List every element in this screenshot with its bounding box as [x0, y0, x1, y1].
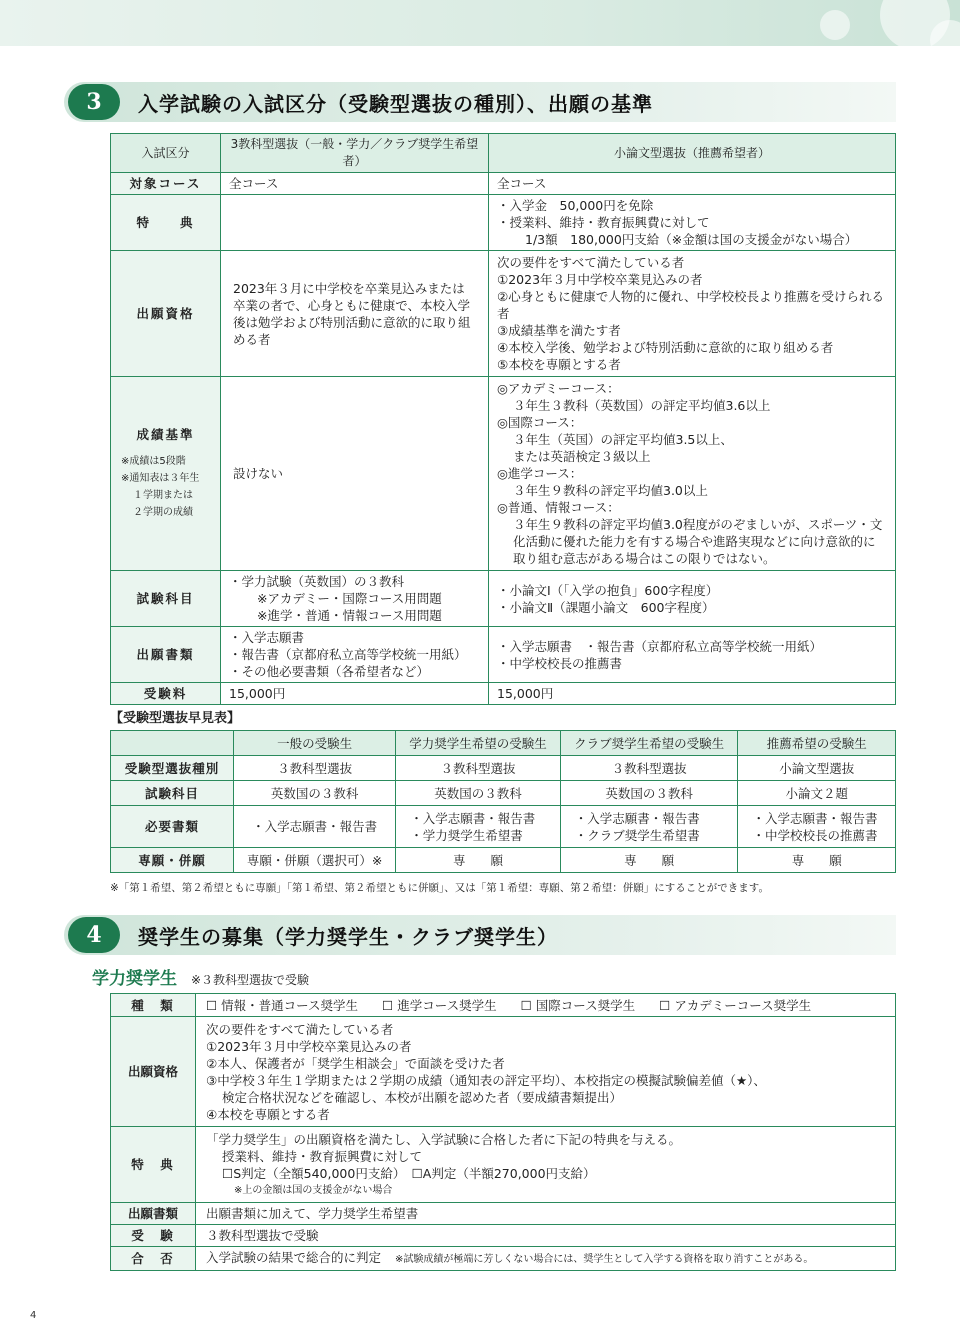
- cell: [196, 1017, 896, 1127]
- benefit-row: [111, 195, 896, 251]
- cell: [396, 806, 560, 848]
- table-header-row: [111, 134, 896, 173]
- line: ④本校を専願とする者: [206, 1106, 330, 1122]
- cell: 15,000円: [221, 683, 489, 705]
- quick-table-footnote: ※「第１希望、第２希望ともに専願」「第１希望、第２希望ともに併願」、又は「第１希望：専願、第２希望：併願」にすることができます。: [110, 882, 769, 894]
- line: ◎アカデミーコース：: [497, 381, 620, 396]
- cell: 小論文２題: [738, 781, 896, 806]
- documents-row: [111, 1203, 896, 1225]
- line: ・学力試験（英数国）の３教科: [229, 574, 405, 589]
- header-cell: 一般の受験生: [234, 731, 396, 756]
- table-header-row: [111, 731, 896, 756]
- row-label: 試験科目: [111, 781, 234, 806]
- line: ④本校入学後、勉学および特別活動に意欲的に取り組める者: [497, 340, 834, 355]
- cell: ３教科型選抜で受験: [196, 1225, 896, 1247]
- cell: [489, 251, 896, 377]
- subhead-note: ※３教科型選抜で受験: [191, 973, 310, 987]
- row-label: 対象コース: [111, 173, 221, 195]
- row-label: [111, 377, 221, 571]
- row-label: 受験料: [111, 683, 221, 705]
- scholarship-table: [110, 993, 896, 1271]
- checkbox-item: ☐ 進学コース奨学生: [382, 997, 497, 1013]
- row-label: 必要書類: [111, 806, 234, 848]
- section-number-badge: 3: [68, 84, 120, 120]
- cell: ３教科型選抜: [560, 756, 738, 781]
- result-note: ※試験成績が極端に芳しくない場合には、奨学生として入学する資格を取り消すことがある。: [395, 1254, 814, 1265]
- row-label: 出願書類: [111, 627, 221, 683]
- cell: [489, 627, 896, 683]
- cell: 全コース: [489, 173, 896, 195]
- cell: [221, 195, 489, 251]
- row-label: 出願書類: [111, 1203, 196, 1225]
- line: 「学力奨学生」の出願資格を満たし、入学試験に合格した者に下記の特典を与える。: [206, 1131, 682, 1147]
- scholarship-subhead: [92, 964, 309, 989]
- line: ※アカデミー・国際コース用問題: [257, 591, 442, 606]
- line: ◎国際コース：: [497, 415, 583, 430]
- result-row: [111, 1247, 896, 1271]
- cell: 専 願: [738, 848, 896, 873]
- line: ③中学校３年生１学期または２学期の成績（通知表の評定平均）、本校指定の模擬試験偏差値（★）、: [206, 1072, 766, 1088]
- row-label: 受験型選抜種別: [111, 756, 234, 781]
- row-label: 受 験: [111, 1225, 196, 1247]
- section-3-header: [64, 82, 896, 122]
- section-number-badge: 4: [68, 917, 120, 953]
- line: ②心身ともに健康で人物的に優れ、中学校校長より推薦を受けられる者: [497, 289, 884, 321]
- line: ②本人、保護者が「奨学生相談会」で面談を受けた者: [206, 1055, 505, 1071]
- header-cell: 小論文型選抜（推薦希望者）: [489, 134, 896, 173]
- line: 1/3額 180,000円支給（※金額は国の支援金がない場合）: [525, 232, 858, 247]
- header-cell: クラブ奨学生希望の受験生: [560, 731, 738, 756]
- kinds-row: [111, 994, 896, 1017]
- checkbox-item: ☐ アカデミーコース奨学生: [659, 997, 812, 1013]
- header-cell: 推薦希望の受験生: [738, 731, 896, 756]
- table-row: [111, 848, 896, 873]
- table-row: [111, 806, 896, 848]
- line: ３年生９教科の評定平均値3.0程度がのぞましいが、スポーツ・文化活動に優れた能力を有する場合や進路実現などに向け意欲的に取り組む意志がある場合はこの限りではない。: [513, 517, 883, 566]
- line: ・中学校校長の推薦書: [752, 827, 878, 843]
- line: ◎普通、情報コース：: [497, 500, 620, 515]
- course-row: [111, 173, 896, 195]
- decor-bubble: [820, 10, 850, 40]
- cell: [196, 1127, 896, 1203]
- result-text: 入学試験の結果で総合的に判定: [206, 1250, 382, 1265]
- cell: [560, 806, 738, 848]
- cell: [221, 571, 489, 627]
- grade-notes: [119, 453, 212, 521]
- exam-row: [111, 1225, 896, 1247]
- cell: 全コース: [221, 173, 489, 195]
- row-label: 試験科目: [111, 571, 221, 627]
- section-title: 奨学生の募集（学力奨学生・クラブ奨学生）: [138, 924, 558, 949]
- row-label: 種 類: [111, 994, 196, 1017]
- header-cell: 3教科型選抜（一般・学力／クラブ奨学生希望者）: [221, 134, 489, 173]
- line: ・入学志願書・報告書: [574, 810, 700, 826]
- row-label: 出願資格: [111, 1017, 196, 1127]
- table-row: [111, 756, 896, 781]
- line: ・入学金 50,000円を免除: [497, 198, 654, 213]
- cell: [489, 377, 896, 571]
- cell: [196, 1247, 896, 1271]
- line: ・報告書（京都府私立高等学校統一用紙）: [229, 647, 467, 662]
- line: ☐S判定（全額540,000円支給） ☐A判定（半額270,000円支給）: [222, 1165, 596, 1181]
- line: ①2023年３月中学校卒業見込みの者: [497, 272, 703, 287]
- line: ・中学校校長の推薦書: [497, 655, 623, 671]
- line: ・入学志願書・報告書: [410, 810, 536, 826]
- cell: 出願書類に加えて、学力奨学生希望書: [196, 1203, 896, 1225]
- note-line: ※成績は5段階: [121, 456, 186, 467]
- row-label: 特 典: [111, 1127, 196, 1203]
- quick-table-title: 【受験型選抜早見表】: [110, 711, 241, 726]
- cell: 英数国の３教科: [234, 781, 396, 806]
- qualification-row: [111, 1017, 896, 1127]
- note-line: ２学期の成績: [133, 507, 193, 518]
- cell: [489, 571, 896, 627]
- line: ・小論文Ⅰ（「入学の抱負」600字程度）: [497, 582, 719, 598]
- cell: [221, 627, 489, 683]
- label-text: 成績基準: [136, 427, 195, 442]
- line: ・授業料、維持・教育振興費に対して: [497, 215, 710, 230]
- subjects-row: [111, 571, 896, 627]
- line: ※進学・普通・情報コース用問題: [257, 608, 442, 623]
- admission-criteria-table: [110, 133, 896, 705]
- section-4-header: [64, 915, 896, 955]
- checkbox-item: ☐ 情報・普通コース奨学生: [206, 997, 359, 1013]
- qualification-row: [111, 251, 896, 377]
- cell: 設けない: [221, 377, 489, 571]
- quick-reference-table: [110, 730, 896, 873]
- checkbox-item: ☐ 国際コース奨学生: [520, 997, 636, 1013]
- grade-criteria-row: [111, 377, 896, 571]
- row-label: 特 典: [111, 195, 221, 251]
- header-cell: [111, 731, 234, 756]
- page-number: 4: [30, 1310, 37, 1321]
- cell: 小論文型選抜: [738, 756, 896, 781]
- line: 検定合格状況などを確認し、本校が出願を認めた者（要成績書類提出）: [222, 1089, 623, 1105]
- line: 授業料、維持・教育振興費に対して: [222, 1148, 423, 1164]
- line: 次の要件をすべて満たしている者: [206, 1021, 394, 1037]
- line: ・入学志願書: [229, 630, 305, 645]
- note-line: ※通知表は３年生: [121, 473, 200, 484]
- subhead-title: 学力奨学生: [92, 969, 177, 989]
- top-decorative-band: [0, 0, 960, 46]
- line: ③成績基準を満たす者: [497, 323, 621, 338]
- row-label: 合 否: [111, 1247, 196, 1271]
- row-label: 出願資格: [111, 251, 221, 377]
- line: ３年生９教科の評定平均値3.0以上: [513, 483, 708, 498]
- cell: ３教科型選抜: [234, 756, 396, 781]
- documents-row: [111, 627, 896, 683]
- cell: 専 願: [560, 848, 738, 873]
- cell: 英数国の３教科: [396, 781, 560, 806]
- line: ３年生３教科（英数国）の評定平均値3.6以上: [513, 398, 771, 413]
- row-label: 専願・併願: [111, 848, 234, 873]
- section-title: 入学試験の入試区分（受験型選抜の種別）、出願の基準: [138, 91, 653, 116]
- cell: [489, 195, 896, 251]
- table-row: [111, 781, 896, 806]
- fee-row: [111, 683, 896, 705]
- cell: 15,000円: [489, 683, 896, 705]
- line: ・クラブ奨学生希望書: [574, 827, 700, 843]
- cell: 2023年３月に中学校を卒業見込みまたは卒業の者で、心身ともに健康で、本校入学後は勉学および特別活動に意欲的に取り組める者: [221, 251, 489, 377]
- cell: 専 願: [396, 848, 560, 873]
- line: ３年生（英国）の評定平均値3.5以上、: [513, 432, 733, 447]
- line: または英語検定３級以上: [513, 449, 651, 464]
- line: ※上の金額は国の支援金がない場合: [234, 1184, 393, 1196]
- cell: [738, 806, 896, 848]
- line: ・学力奨学生希望書: [410, 827, 523, 843]
- benefit-row: [111, 1127, 896, 1203]
- line: ①2023年３月中学校卒業見込みの者: [206, 1038, 412, 1054]
- line: ・入学志願書 ・報告書（京都府私立高等学校統一用紙）: [497, 638, 823, 654]
- cell: 英数国の３教科: [560, 781, 738, 806]
- line: ・その他必要書類（各希望者など）: [229, 664, 430, 679]
- line: 次の要件をすべて満たしている者: [497, 255, 685, 270]
- header-cell: 入試区分: [111, 134, 221, 173]
- line: ◎進学コース：: [497, 466, 583, 481]
- line: ・入学志願書・報告書: [752, 810, 878, 826]
- note-line: １学期または: [133, 490, 193, 501]
- line: ⑤本校を専願とする者: [497, 357, 621, 372]
- line: ・小論文Ⅱ（課題小論文 600字程度）: [497, 599, 715, 615]
- cell: [196, 994, 896, 1017]
- header-cell: 学力奨学生希望の受験生: [396, 731, 560, 756]
- cell: ３教科型選抜: [396, 756, 560, 781]
- cell: ・入学志願書・報告書: [234, 806, 396, 848]
- cell: 専願・併願（選択可）※: [234, 848, 396, 873]
